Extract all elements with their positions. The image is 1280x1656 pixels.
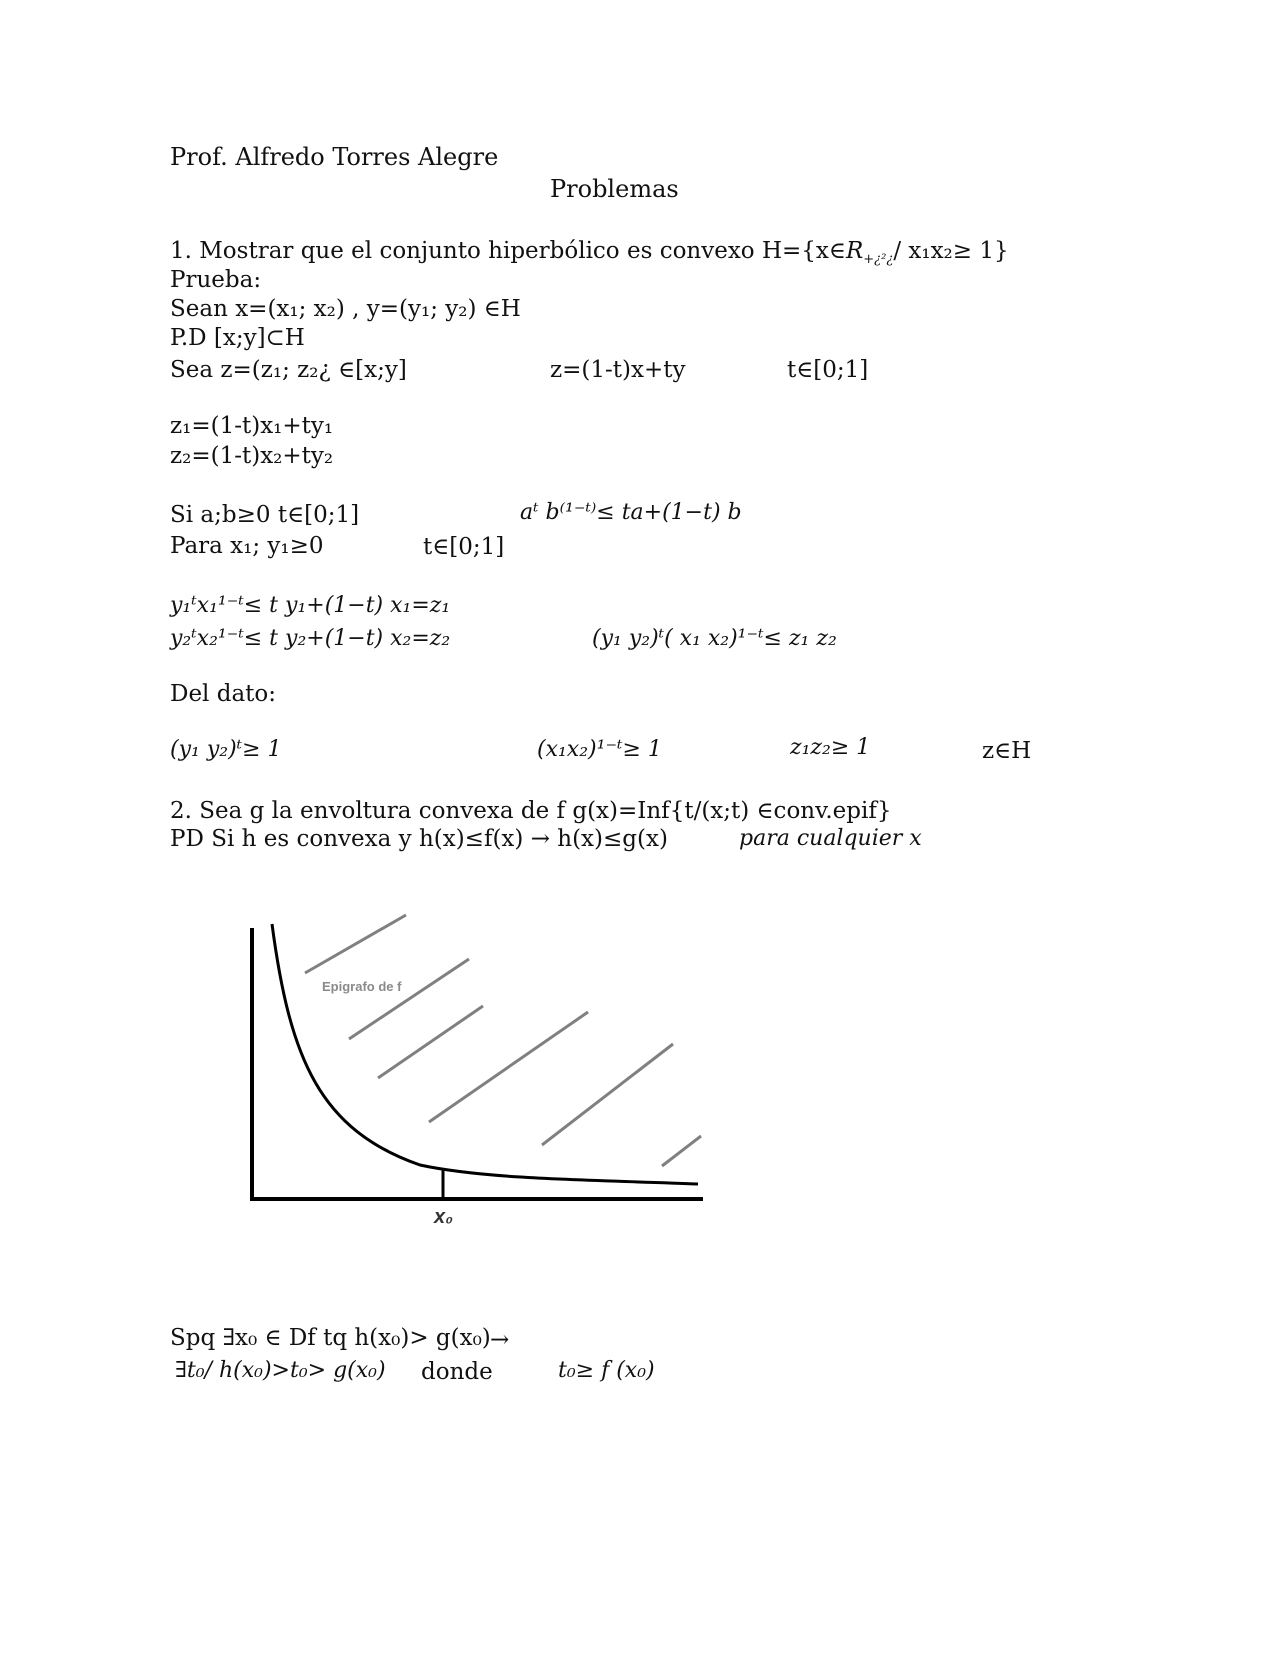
spq-line: Spq ∃x₀ ∈ Df tq h(x₀)> g(x₀) — [170, 1325, 491, 1351]
dato-x-inequality: (x₁x₂)¹⁻ᵗ≥ 1 — [537, 737, 662, 762]
hatch-line — [429, 1012, 588, 1122]
z-formula: z=(1-t)x+ty — [550, 357, 686, 383]
function-curve — [272, 924, 698, 1184]
weighted-am-gm-inequality: aᵗ b⁽¹⁻ᵗ⁾≤ ta+(1−t) b — [520, 500, 742, 525]
sea-z-line: Sea z=(z₁; z₂¿ ∈[x;y] — [170, 357, 407, 383]
hatching-lines — [305, 915, 701, 1166]
x0-label: x₀ — [434, 1206, 454, 1228]
page-title: Problemas — [550, 175, 679, 203]
hatch-line — [542, 1044, 673, 1145]
exists-t0-line: ∃t₀/ h(x₀)>t₀> g(x₀) — [175, 1358, 386, 1383]
t-range: t∈[0;1] — [787, 357, 869, 383]
donde-label: donde — [421, 1359, 493, 1385]
conclusion-z-in-h: z∈H — [982, 738, 1032, 764]
para-line: Para x₁; y₁≥0 — [170, 533, 324, 559]
hatch-line — [305, 915, 406, 973]
problem-2-statement: 2. Sea g la envoltura convexa de f g(x)=Inf{t/(x;t) ∈conv.epif} — [170, 798, 892, 824]
inequality-1: y₁ᵗx₁¹⁻ᵗ≤ t y₁+(1−t) x₁=z₁ — [170, 593, 451, 618]
author-line: Prof. Alfredo Torres Alegre — [170, 143, 499, 171]
hatch-line — [378, 1006, 483, 1078]
sean-line: Sean x=(x₁; x₂) , y=(y₁; y₂) ∈H — [170, 296, 521, 322]
epigraph-label: Epigrafo de f — [322, 979, 402, 994]
hatch-line — [662, 1136, 701, 1166]
si-line: Si a;b≥0 t∈[0;1] — [170, 502, 360, 528]
implies-arrow: → — [490, 1327, 510, 1353]
t0-inequality: t₀≥ f (x₀) — [558, 1358, 655, 1383]
z1-definition: z₁=(1-t)x₁+ty₁ — [170, 413, 334, 439]
problem-1-statement: 1. Mostrar que el conjunto hiperbólico es convexo $H=\{x\in R_{+¿^2¿}/$ x₁x₂≥ 1} — [170, 238, 1009, 267]
problem-2-pd: PD Si h es convexa y h(x)≤f(x) → h(x)≤g(x) — [170, 826, 668, 852]
del-dato-label: Del dato: — [170, 681, 276, 707]
para-cualquier-x: para cualquier x — [739, 826, 922, 851]
dato-z-inequality: z₁z₂≥ 1 — [790, 735, 871, 760]
para-t-range: t∈[0;1] — [423, 534, 505, 560]
z2-definition: z₂=(1-t)x₂+ty₂ — [170, 443, 334, 469]
inequality-2: y₂ᵗx₂¹⁻ᵗ≤ t y₂+(1−t) x₂=z₂ — [170, 626, 451, 651]
dato-y-inequality: (y₁ y₂)ᵗ≥ 1 — [170, 737, 282, 762]
product-inequality: (y₁ y₂)ᵗ( x₁ x₂)¹⁻ᵗ≤ z₁ z₂ — [592, 626, 837, 651]
proof-label: Prueba: — [170, 267, 262, 293]
pd-line: P.D [x;y]⊂H — [170, 325, 305, 351]
